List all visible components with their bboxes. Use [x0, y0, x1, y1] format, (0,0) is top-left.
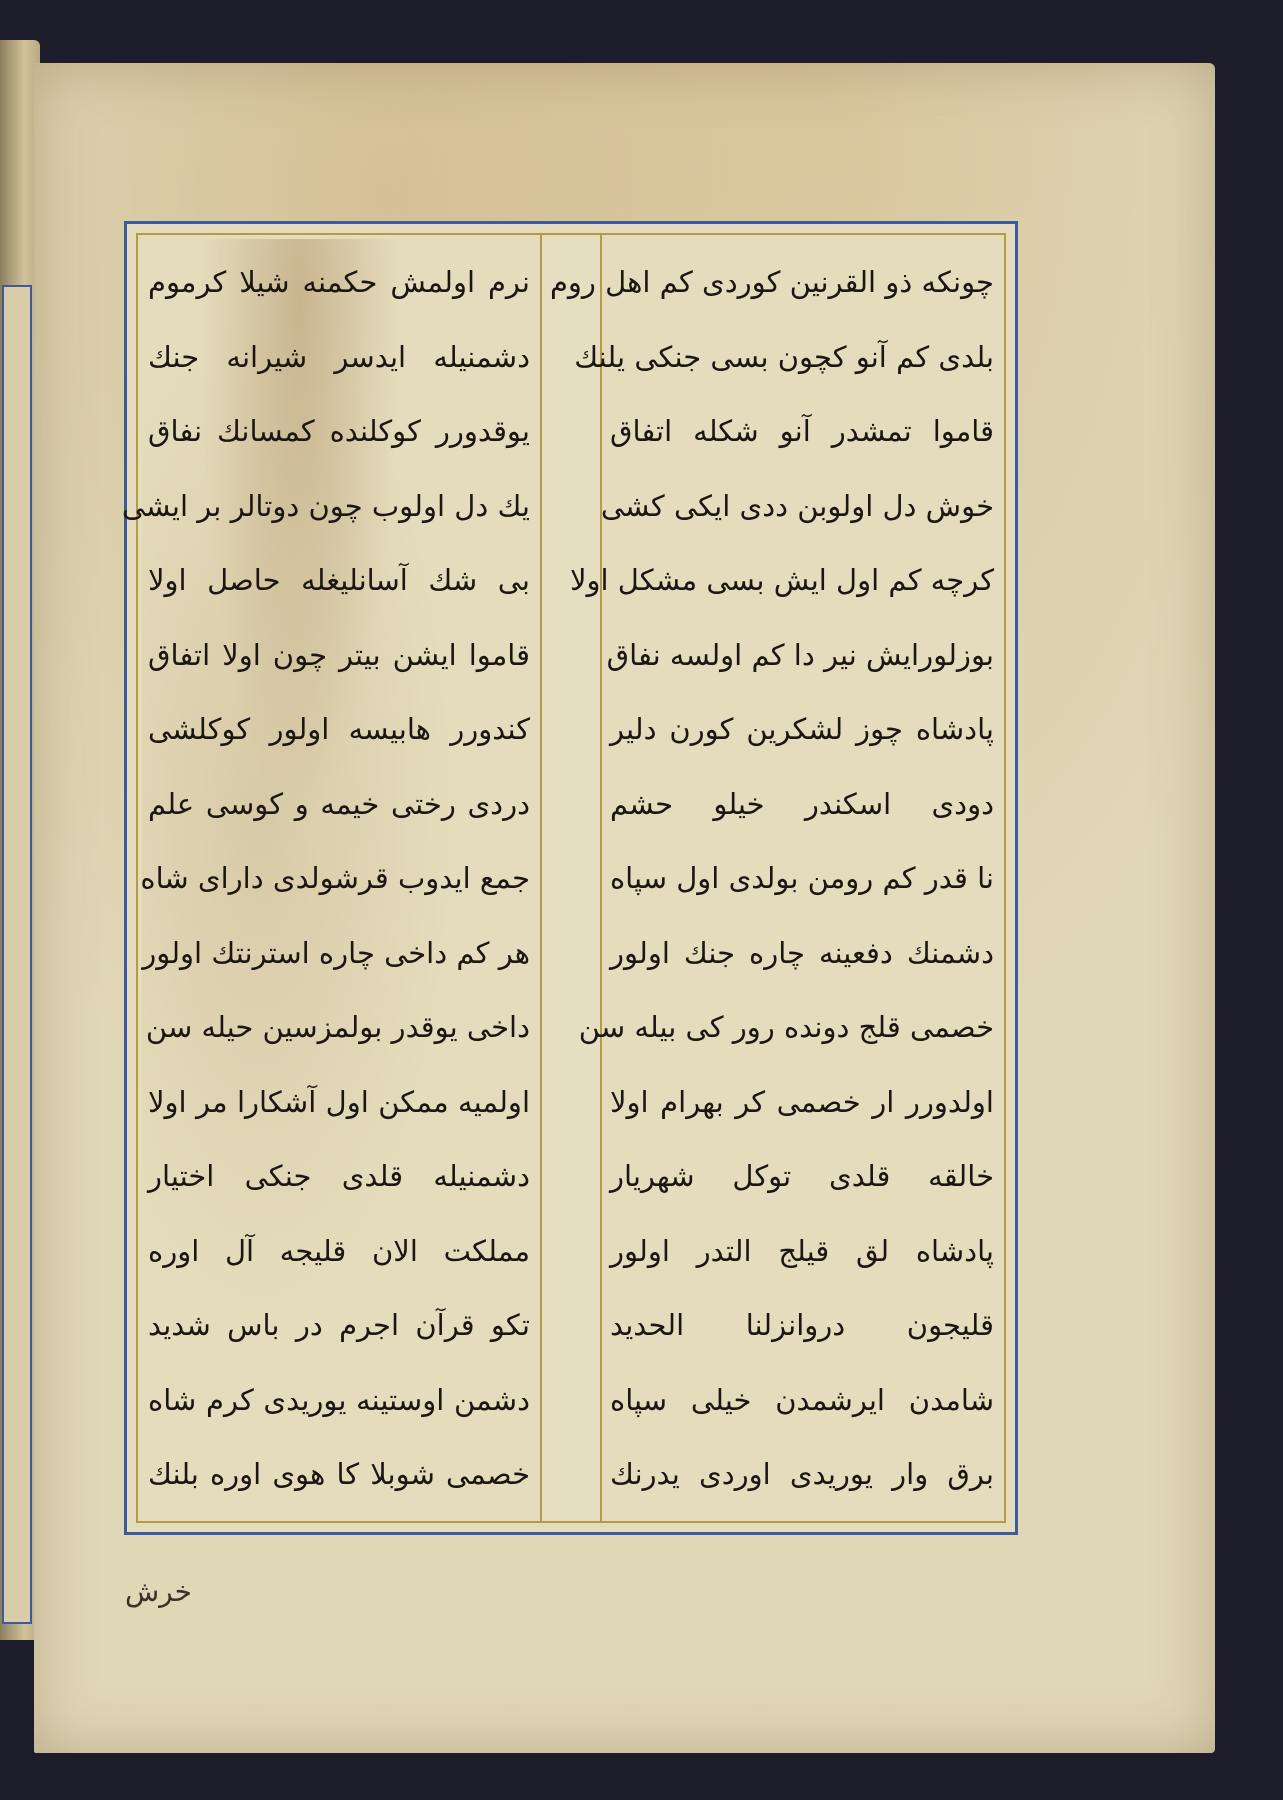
verse-line: خصمی قلج دونده رور کی بیله سن [578, 1010, 994, 1044]
verse-line: بلدی کم آنو کچون بسی جنکی یلنك [574, 339, 994, 374]
verse-line: داخی یوقدر بولمزسین حیله سن [145, 1010, 530, 1044]
verse-line: دشمنیله قلدی جنکی اختیار [148, 1159, 530, 1193]
verse-line: قاموا ایشن بیتر چون اولا اتفاق [148, 637, 530, 672]
verse-line: قلیجون دروانزلنا الحدید [610, 1308, 994, 1342]
verse-line: یوقدورر کوکلنده کمسانك نفاق [148, 414, 530, 448]
verse-line: دردی رختی خیمه و کوسی علم [148, 786, 530, 821]
verse-line: یك دل اولوب چون دوتالر بر ایشی [121, 488, 530, 523]
verse-line: نا قدر کم رومن بولدی اول سپاه [609, 861, 994, 895]
catchword: خرش [125, 1575, 192, 1608]
verse-line: دشمنیله ایدسر شیرانه جنك [148, 339, 530, 374]
left-text-column [121, 239, 536, 1517]
verse-line: اولمیه ممکن اول آشکارا مر اولا [148, 1084, 530, 1119]
verse-line: دشمنك دفعینه چاره جنك اولور [610, 935, 994, 970]
verse-line: اولدورر ار خصمی کر بهرام اولا [610, 1084, 994, 1119]
verse-line: برق وار یوریدی اوردی یدرنك [610, 1457, 994, 1491]
right-text-column [549, 239, 1000, 1517]
previous-page-frame [2, 285, 32, 1624]
verse-line: دودی اسکندر خیلو حشم [610, 786, 994, 821]
verse-line: دشمن اوستینه یوریدی کرم شاه [148, 1382, 530, 1417]
verse-line: بوزلورایش نیر دا کم اولسه نفاق [606, 637, 994, 672]
verse-line: چونکه ذو القرنین کوردی کم اهل روم [549, 265, 994, 299]
verse-line: نرم اولمش حکمنه شیلا کرموم [148, 265, 530, 299]
column-divider [540, 235, 602, 1521]
verse-line: کرچه کم اول ایش بسی مشکل اولا [569, 563, 994, 597]
verse-line: هر کم داخی چاره استرنتك اولور [142, 935, 530, 970]
verse-line: مملکت الان قلیجه آل اوره [148, 1233, 530, 1268]
verse-line: قاموا تمشدر آنو شکله اتفاق [610, 414, 994, 448]
text-frame [121, 221, 1018, 1535]
verse-line: جمع ایدوب قرشولدی دارای شاه [140, 861, 530, 895]
verse-line: کندورر هابیسه اولور کوکلشی [148, 712, 530, 746]
inner-gold-rule [121, 233, 1006, 1523]
verse-line: شامدن ایرشمدن خیلی سپاه [610, 1382, 994, 1417]
verse-line: بی شك آسانلیغله حاصل اولا [148, 563, 530, 597]
verse-line: خالقه قلدی توکل شهریار [610, 1159, 994, 1193]
verse-line: پادشاه چوز لشکرین کورن دلیر [610, 712, 994, 746]
verse-line: تکو قرآن اجرم در باس شدید [148, 1308, 530, 1342]
verse-line: خصمی شوبلا کا هوی اوره بلنك [148, 1457, 530, 1491]
verse-line: خوش دل اولوبن ددی ایکی کشی [600, 488, 994, 523]
verse-line: پادشاه لق قیلج التدر اولور [610, 1233, 994, 1268]
